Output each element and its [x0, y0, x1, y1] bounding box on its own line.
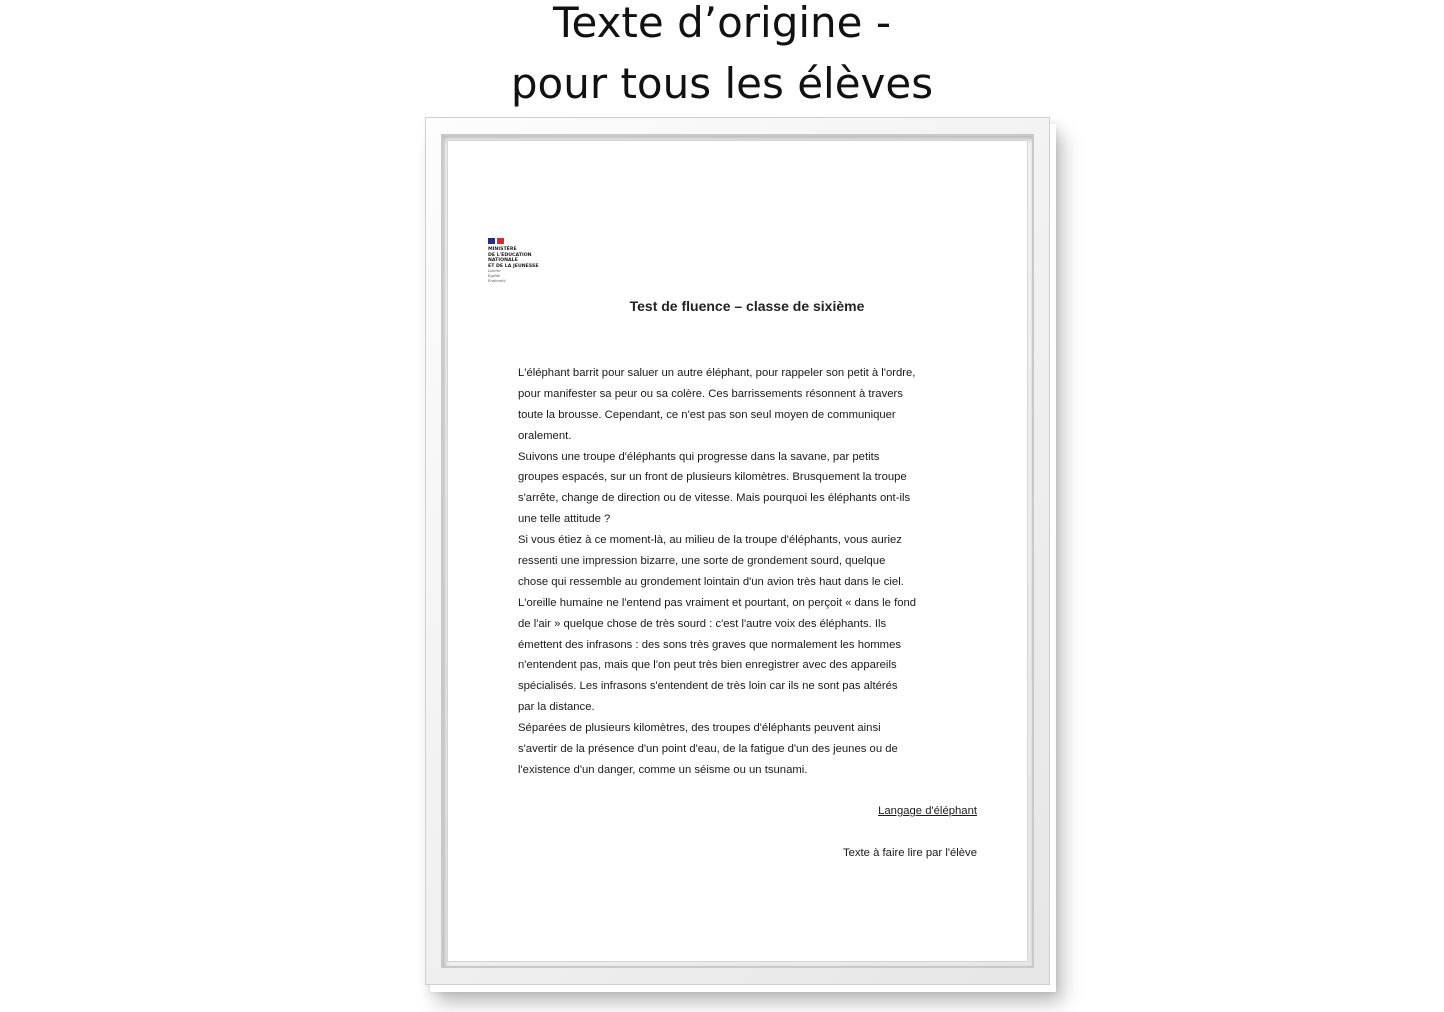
logo-line: MINISTÈRE: [488, 247, 517, 252]
reading-note: Texte à faire lire par l'élève: [842, 847, 977, 859]
body-line: Si vous étiez à ce moment-là, au milieu de la troupe d'éléphants, vous auriez: [518, 534, 902, 547]
body-line: Suivons une troupe d'éléphants qui progresse dans la savane, par petits: [518, 450, 880, 463]
body-line: de l'air » quelque chose de très sourd : c'est l'autre voix des éléphants. Ils: [518, 617, 887, 630]
body-line: par la distance.: [518, 701, 595, 714]
body-line: une telle attitude ?: [518, 513, 611, 526]
body-line: n'entendent pas, mais que l'on peut très bien enregistrer avec des appareils: [518, 659, 897, 672]
ministry-logo: [488, 238, 558, 286]
body-line: groupes espacés, sur un front de plusieurs kilomètres. Brusquement la troupe: [518, 471, 907, 484]
body-line: oralement.: [518, 429, 572, 442]
body-line: l'existence d'un danger, comme un séisme ou un tsunami.: [518, 763, 808, 776]
body-line: pour manifester sa peur ou sa colère. Ces barrissements résonnent à travers: [518, 387, 903, 400]
french-flag-icon: [488, 238, 504, 244]
logo-motto: Liberté: [488, 269, 501, 274]
logo-motto: Égalité: [488, 273, 501, 278]
page-heading-line-2: pour tous les élèves: [510, 59, 934, 108]
page-heading-line-1: Texte d’origine -: [552, 0, 892, 47]
logo-motto: Fraternité: [488, 278, 506, 283]
body-line: ressenti une impression bizarre, une sorte de grondement sourd, quelque: [518, 555, 886, 568]
text-title: Langage d'éléphant: [878, 805, 977, 817]
body-line: spécialisés. Les infrasons s'entendent de très loin car ils ne sont pas altérés: [518, 680, 898, 693]
body-line: Séparées de plusieurs kilomètres, des troupes d'éléphants peuvent ainsi: [518, 722, 881, 735]
document-body: [518, 363, 978, 781]
body-line: chose qui ressemble au grondement lointain d'un avion très haut dans le ciel.: [518, 575, 904, 588]
document-title: Test de fluence – classe de sixième: [629, 298, 865, 314]
logo-line: DE L'ÉDUCATION: [488, 252, 532, 258]
logo-line: ET DE LA JEUNESSE: [488, 263, 539, 269]
body-line: L'oreille humaine ne l'entend pas vraiment et pourtant, on perçoit « dans le fond: [518, 596, 917, 609]
body-line: L'éléphant barrit pour saluer un autre éléphant, pour rappeler son petit à l'ordre,: [518, 367, 916, 379]
body-line: émettent des infrasons : des sons très graves que normalement les hommes: [518, 638, 902, 651]
body-line: toute la brousse. Cependant, ce n'est pas son seul moyen de communiquer: [518, 408, 896, 421]
body-line: s'avertir de la présence d'un point d'eau, de la fatigue d'un des jeunes ou de: [518, 743, 898, 756]
body-line: s'arrête, change de direction ou de vitesse. Mais pourquoi les éléphants ont-ils: [518, 492, 911, 505]
logo-line: NATIONALE: [488, 258, 518, 264]
